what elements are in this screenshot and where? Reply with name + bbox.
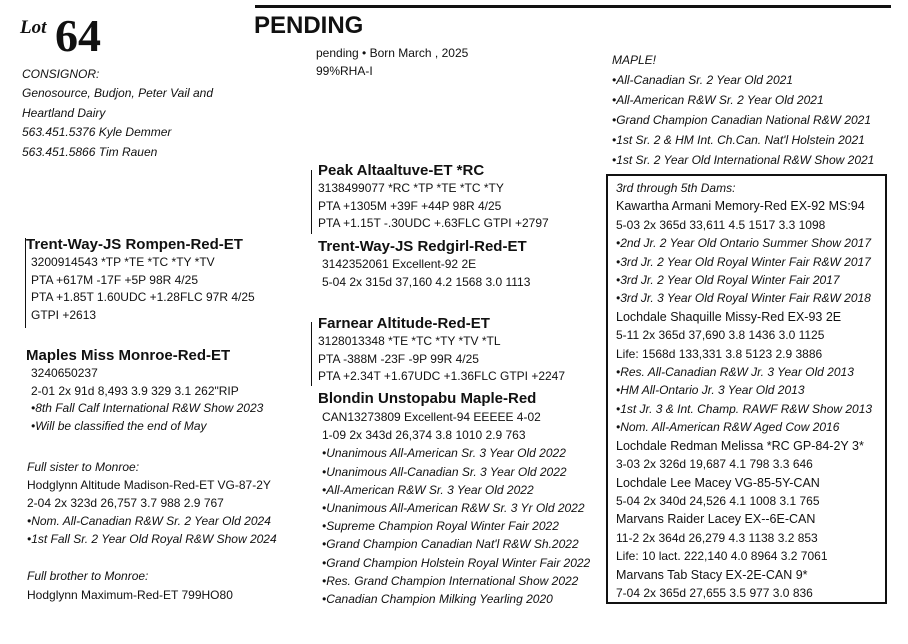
dam-award: •Res. All-Canadian R&W Jr. 3 Year Old 2013 bbox=[616, 365, 854, 380]
consignor-phone: 563.451.5376 Kyle Demmer bbox=[22, 125, 172, 140]
dam-record: 5-11 2x 365d 37,690 3.8 1436 3.0 1125 bbox=[616, 328, 825, 343]
lot-info bbox=[316, 45, 468, 80]
maternal-granddam-award: •Canadian Champion Milking Yearling 2020 bbox=[322, 592, 553, 607]
sire-pta: PTA +1.85T 1.60UDC +1.28FLC 97R 4/25 bbox=[31, 290, 255, 304]
granddam-reg: 3142352061 Excellent-92 2E bbox=[322, 257, 477, 271]
sire-block bbox=[26, 236, 255, 324]
dams-list bbox=[616, 179, 872, 602]
maternal-grandsire-block bbox=[318, 315, 565, 386]
maple-heading: MAPLE! bbox=[612, 53, 657, 67]
granddam-record: 5-04 2x 315d 37,160 4.2 1568 3.0 1113 bbox=[322, 274, 531, 289]
grandsire-pta: PTA +1305M +39F +44P 98R 4/25 bbox=[318, 198, 502, 213]
page-title: PENDING bbox=[254, 12, 364, 39]
dam-record: 5-04 2x 340d 24,526 4.1 1008 3.1 765 bbox=[616, 493, 820, 508]
consignor-block bbox=[22, 65, 213, 162]
dam-record: 7-04 2x 365d 27,655 3.5 977 3.0 836 bbox=[616, 585, 813, 600]
maternal-granddam-award: •Unanimous All-American Sr. 3 Year Old 2022 bbox=[322, 446, 566, 461]
full-sister-heading: Full sister to Monroe: bbox=[27, 460, 140, 474]
dam-award: •3rd Jr. 2 Year Old Royal Winter Fair 2017 bbox=[616, 273, 840, 288]
sire-name: Trent-Way-JS Rompen-Red-ET bbox=[26, 236, 243, 253]
maternal-granddam-award: •Res. Grand Champion International Show 2022 bbox=[322, 573, 579, 588]
dam-name: Lochdale Shaquille Missy-Red EX-93 2E bbox=[616, 309, 842, 324]
maternal-granddam-award: •Unanimous All-American R&W Sr. 3 Yr Old 2022 bbox=[322, 501, 585, 516]
dam-award: •3rd Jr. 3 Year Old Royal Winter Fair R&W 2018 bbox=[616, 291, 871, 306]
grandsire-block bbox=[318, 162, 549, 233]
maternal-granddam-award: •All-American R&W Sr. 3 Year Old 2022 bbox=[322, 482, 534, 497]
maternal-granddam-name: Blondin Unstopabu Maple-Red bbox=[318, 390, 537, 407]
dams-heading: 3rd through 5th Dams: bbox=[616, 181, 736, 195]
full-sister-award: •Nom. All-Canadian R&W Sr. 2 Year Old 2024 bbox=[27, 514, 271, 528]
pedigree-bracket bbox=[311, 322, 312, 386]
maternal-grandsire-pta: PTA -388M -23F -9P 99R 4/25 bbox=[318, 351, 479, 366]
consignor-line: Heartland Dairy bbox=[22, 105, 106, 120]
dam-lifetime: Life: 10 lact. 222,140 4.0 8964 3.2 7061 bbox=[616, 549, 828, 564]
grandsire-pta: PTA +1.15T -.30UDC +.63FLC GTPI +2797 bbox=[318, 216, 549, 230]
maternal-granddam-record: 1-09 2x 343d 26,374 3.8 1010 2.9 763 bbox=[322, 428, 526, 443]
consignor-line: Genosource, Budjon, Peter Vail and bbox=[22, 86, 214, 101]
birth-info: pending • Born March , 2025 bbox=[316, 46, 469, 60]
maternal-granddam-award: •Grand Champion Canadian Nat'l R&W Sh.2022 bbox=[322, 537, 579, 552]
full-brother-heading: Full brother to Monroe: bbox=[27, 569, 149, 583]
maple-award: •All-Canadian Sr. 2 Year Old 2021 bbox=[612, 73, 793, 87]
consignor-heading: CONSIGNOR: bbox=[22, 67, 100, 81]
dam-name: Lochdale Lee Macey VG-85-5Y-CAN bbox=[616, 475, 820, 490]
full-brother-name: Hodglynn Maximum-Red-ET 799HO80 bbox=[27, 588, 233, 602]
dam-record: 3-03 2x 326d 19,687 4.1 798 3.3 646 bbox=[616, 457, 813, 472]
full-sister-award: •1st Fall Sr. 2 Year Old Royal R&W Show 2024 bbox=[27, 532, 277, 546]
grandsire-name: Peak Altaaltuve-ET *RC bbox=[318, 162, 485, 179]
full-sister-record: 2-04 2x 323d 26,757 3.7 988 2.9 767 bbox=[27, 496, 224, 510]
dam-award: •1st Jr. 3 & Int. Champ. RAWF R&W Show 2013 bbox=[616, 401, 873, 416]
full-brother-block bbox=[27, 567, 233, 605]
maternal-granddam-award: •Supreme Champion Royal Winter Fair 2022 bbox=[322, 519, 559, 534]
maple-award: •Grand Champion Canadian National R&W 2021 bbox=[612, 113, 872, 127]
dam-name: Kawartha Armani Memory-Red EX-92 MS:94 bbox=[616, 199, 865, 214]
dam-award: •3rd Jr. 2 Year Old Royal Winter Fair R&W 2017 bbox=[616, 254, 871, 269]
granddam-block bbox=[318, 238, 530, 291]
dam-record: 2-01 2x 91d 8,493 3.9 329 3.1 262"RIP bbox=[31, 383, 239, 398]
lot-number: 64 bbox=[55, 10, 101, 61]
maple-award: •1st Sr. 2 & HM Int. Ch.Can. Nat'l Holstein 2021 bbox=[612, 133, 865, 147]
dam-award: •2nd Jr. 2 Year Old Ontario Summer Show 2017 bbox=[616, 236, 871, 251]
dam-award: •HM All-Ontario Jr. 3 Year Old 2013 bbox=[616, 383, 805, 398]
maternal-grandsire-reg: 3128013348 *TE *TC *TY *TV *TL bbox=[318, 334, 501, 348]
dam-award: •8th Fall Calf International R&W Show 2023 bbox=[31, 401, 264, 415]
dam-block bbox=[26, 347, 263, 435]
sire-reg: 3200914543 *TP *TE *TC *TY *TV bbox=[31, 255, 215, 269]
dam-record: 5-03 2x 365d 33,611 4.5 1517 3.3 1098 bbox=[616, 217, 826, 232]
dam-name: Marvans Raider Lacey EX--6E-CAN bbox=[616, 512, 816, 527]
maple-award: •1st Sr. 2 Year Old International R&W Show 2021 bbox=[612, 153, 875, 167]
dam-reg: 3240650237 bbox=[31, 366, 98, 380]
maternal-granddam-reg: CAN13273809 Excellent-94 EEEEE 4-02 bbox=[322, 410, 541, 424]
sire-gtpi: GTPI +2613 bbox=[31, 307, 97, 322]
header-rule bbox=[255, 5, 891, 8]
full-sister-name: Hodglynn Altitude Madison-Red-ET VG-87-2Y bbox=[27, 478, 271, 492]
maternal-granddam-award: •Unanimous All-Canadian Sr. 3 Year Old 2022 bbox=[322, 464, 567, 479]
pedigree-bracket bbox=[311, 170, 312, 234]
dam-award: •Nom. All-American R&W Aged Cow 2016 bbox=[616, 420, 840, 435]
maternal-grandsire-pta: PTA +2.34T +1.67UDC +1.36FLC GTPI +2247 bbox=[318, 369, 566, 383]
dam-name: Lochdale Redman Melissa *RC GP-84-2Y 3* bbox=[616, 438, 864, 453]
rha-info: 99%RHA-I bbox=[316, 63, 373, 78]
consignor-phone: 563.451.5866 Tim Rauen bbox=[22, 144, 158, 159]
maternal-granddam-block bbox=[318, 390, 590, 608]
maple-highlights bbox=[612, 50, 874, 170]
maternal-granddam-award: •Grand Champion Holstein Royal Winter Fair 2022 bbox=[322, 555, 591, 570]
dam-record: 11-2 2x 364d 26,279 4.3 1138 3.2 853 bbox=[616, 530, 818, 545]
grandsire-reg: 3138499077 *RC *TP *TE *TC *TY bbox=[318, 181, 504, 195]
sire-pta: PTA +617M -17F +5P 98R 4/25 bbox=[31, 272, 198, 287]
full-sister-block bbox=[27, 458, 277, 548]
dam-lifetime: Life: 1568d 133,331 3.8 5123 2.9 3886 bbox=[616, 346, 823, 361]
maternal-grandsire-name: Farnear Altitude-Red-ET bbox=[318, 315, 490, 332]
granddam-name: Trent-Way-JS Redgirl-Red-ET bbox=[318, 238, 527, 255]
dam-name: Maples Miss Monroe-Red-ET bbox=[26, 347, 231, 364]
dam-note: •Will be classified the end of May bbox=[31, 418, 207, 433]
dam-name: Marvans Tab Stacy EX-2E-CAN 9* bbox=[616, 567, 808, 582]
maple-award: •All-American R&W Sr. 2 Year Old 2021 bbox=[612, 93, 824, 107]
lot-label: Lot bbox=[20, 17, 47, 38]
